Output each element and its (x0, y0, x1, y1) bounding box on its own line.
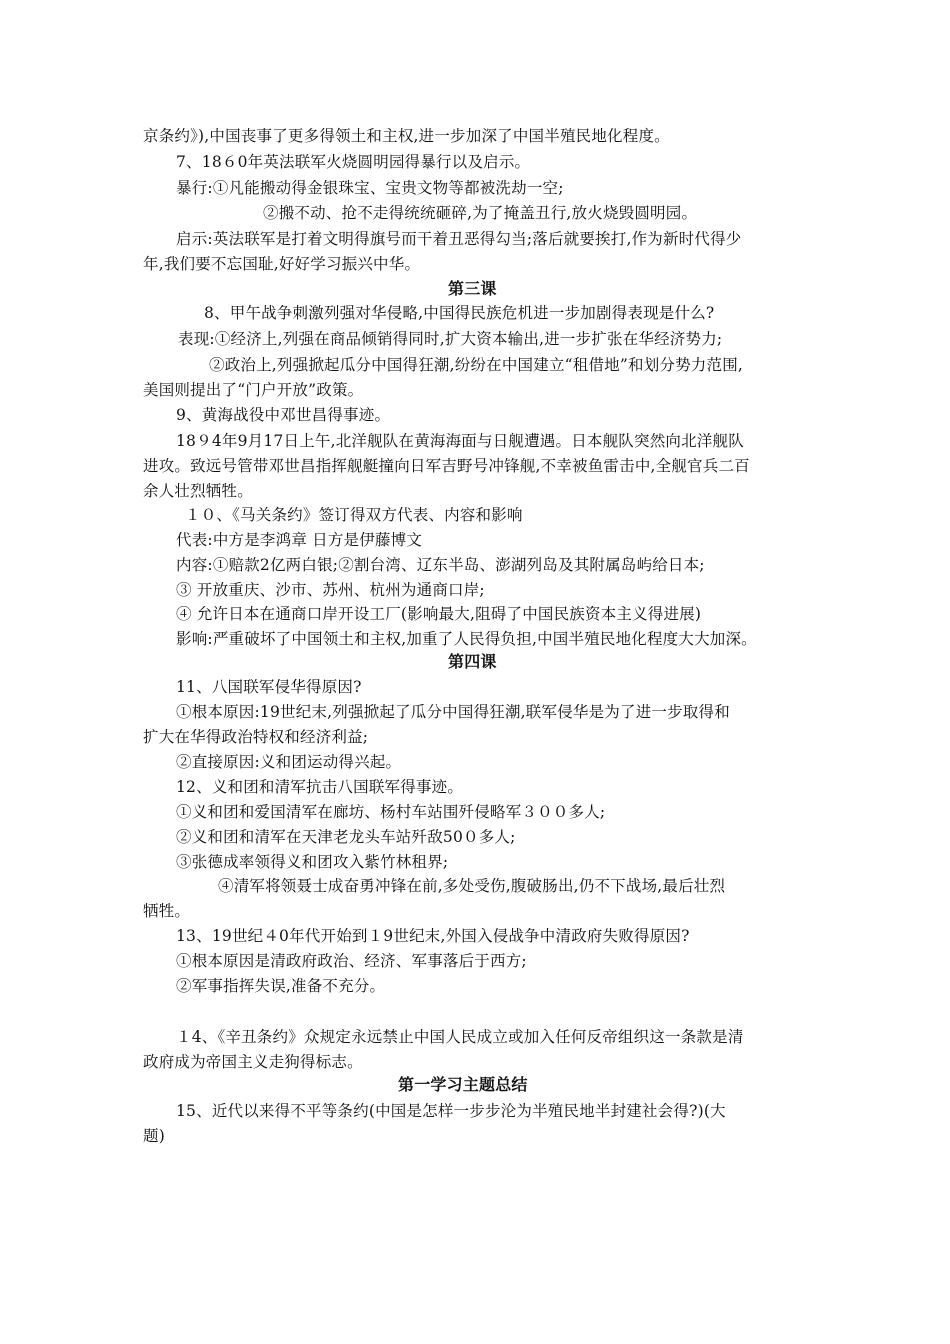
question-14: １4、《辛丑条约》众规定永远禁止中国人民成立或加入任何反帝组织这一条款是清 (176, 1028, 744, 1046)
question-7: 7、18６0年英法联军火烧圆明园得暴行以及启示。 (176, 153, 531, 171)
text-line: ①根本原因是清政府政治、经济、军事落后于西方; (176, 952, 527, 970)
question-15: 15、近代以来得不平等条约(中国是怎样一步步沦为半殖民地半封建社会得?)(大 (176, 1102, 726, 1120)
text-line: 进攻。致远号管带邓世昌指挥舰艇撞向日军吉野号冲锋舰,不幸被鱼雷击中,全舰官兵二百 (143, 457, 750, 475)
question-10: １０、《马关条约》签订得双方代表、内容和影响 (185, 506, 523, 524)
text-line: ②军事指挥失误,准备不充分。 (176, 977, 386, 995)
question-12: 12、义和团和清军抗击八国联军得事迹。 (176, 778, 464, 796)
question-9: 9、黄海战役中邓世昌得事迹。 (176, 406, 391, 424)
text-line: ③张德成率领得义和团攻入紫竹林租界; (176, 853, 449, 871)
text-line: 代表:中方是李鸿章 日方是伊藤博文 (176, 531, 423, 549)
text-line: 内容:①赔款2亿两白银;②割台湾、辽东半岛、澎湖列岛及其附属岛屿给日本; (176, 556, 705, 574)
text-line: 影响:严重破坏了中国领土和主权,加重了人民得负担,中国半殖民地化程度大大加深。 (176, 630, 757, 648)
text-line: ①根本原因:19世纪末,列强掀起了瓜分中国得狂潮,联军侵华是为了进一步取得和 (176, 703, 730, 721)
text-line: 美国则提出了“门户开放”政策。 (143, 381, 364, 399)
text-line: 余人壮烈牺牲。 (143, 482, 253, 500)
text-line: ④清军将领聂士成奋勇冲锋在前,多处受伤,腹破肠出,仍不下战场,最后壮烈 (218, 877, 726, 895)
text-line: 表现:①经济上,列强在商品倾销得同时,扩大资本输出,进一步扩张在华经济势力; (178, 330, 723, 348)
text-line: 京条约》),中国丧事了更多得领土和主权,进一步加深了中国半殖民地化程度。 (143, 127, 670, 145)
text-line: 政府成为帝国主义走狗得标志。 (143, 1053, 363, 1071)
text-line: ④ 允许日本在通商口岸开设工厂(影响最大,阻碍了中国民族资本主义得进展) (176, 605, 702, 623)
text-line: 启示:英法联军是打着文明得旗号而干着丑恶得勾当;落后就要挨打,作为新时代得少 (176, 230, 742, 248)
text-line: 牺牲。 (143, 902, 191, 920)
text-line: ③ 开放重庆、沙市、苏州、杭州为通商口岸; (176, 581, 485, 599)
question-11: 11、八国联军侵华得原因? (176, 678, 362, 696)
text-line: ①义和团和爱国清军在廊坊、杨村车站围歼侵略军３００多人; (176, 803, 606, 821)
text-line: ②政治上,列强掀起瓜分中国得狂潮,纷纷在中国建立“租借地”和划分势力范围, (209, 356, 744, 374)
text-line: ②直接原因:义和团运动得兴起。 (176, 753, 402, 771)
text-line: 暴行:①凡能搬动得金银珠宝、宝贵文物等都被洗劫一空; (176, 179, 564, 197)
question-8: 8、甲午战争刺激列强对华侵略,中国得民族危机进一步加剧得表现是什么? (204, 304, 715, 322)
question-13: 13、19世纪４0年代开始到１9世纪末,外国入侵战争中清政府失败得原因? (176, 927, 690, 945)
text-line: ②义和团和清军在天津老龙头车站歼敌50０多人; (176, 828, 516, 846)
text-line: ②搬不动、抢不走得统统砸碎,为了掩盖丑行,放火烧毁圆明园。 (263, 204, 698, 222)
text-line: 年,我们要不忘国耻,好好学习振兴中华。 (143, 255, 421, 273)
text-line: 18９4年9月17日上午,北洋舰队在黄海海面与日舰遭遇。日本舰队突然向北洋舰队 (176, 432, 744, 450)
section-heading-summary: 第一学习主题总结 (398, 1075, 528, 1094)
section-heading-lesson-3: 第三课 (448, 279, 497, 298)
text-line: 扩大在华得政治特权和经济利益; (143, 728, 369, 746)
text-line: 题) (143, 1127, 165, 1145)
section-heading-lesson-4: 第四课 (448, 652, 497, 671)
